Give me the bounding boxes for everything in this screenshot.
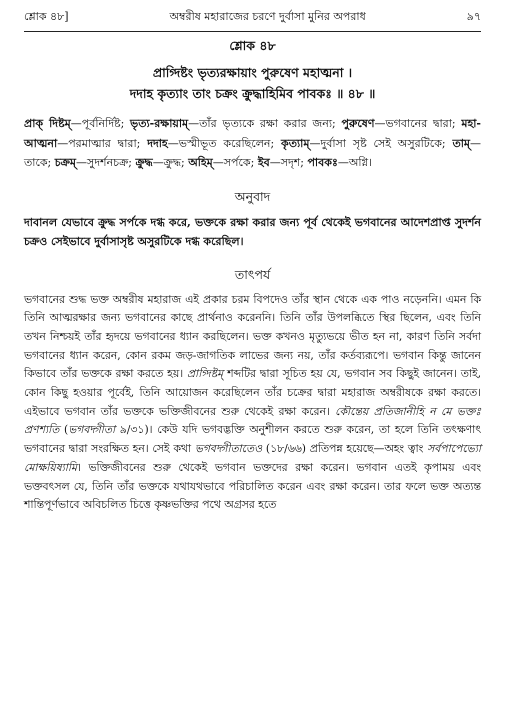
synonym-word: মহা-আত্মনা — [24, 117, 481, 150]
synonym-word: তাম্ — [452, 136, 471, 150]
synonym-meaning: —সুদর্শনচক্র; — [76, 156, 136, 169]
purport-segment: (১৮/৬৬) প্রতিপন্ন হয়েছে—অহং ত্বাং — [262, 442, 428, 456]
translation-heading: অনুবাদ — [234, 188, 271, 204]
synonym-word: ক্রুদ্ধ — [135, 156, 153, 169]
synonym-meaning: —তাকে; — [24, 136, 482, 169]
synonym-meaning: —সদৃশ; — [269, 156, 308, 169]
purport-heading: তাৎপর্য — [234, 266, 271, 282]
synonym-meaning: —পরমাত্মার দ্বারা; — [57, 136, 148, 150]
verse-line-2: দদাহ কৃত্যাং তাং চক্রং ক্রুদ্ধাহিমিব পাবকঃ ॥ ৪৮ ॥ — [129, 86, 376, 101]
synonym-word: চক্রম্ — [54, 156, 77, 169]
synonym-meaning: —তাঁর ভৃত্যকে রক্ষা করার জন্য; — [188, 117, 342, 130]
purport-text — [24, 291, 481, 515]
synonym-word: ইব — [257, 156, 270, 169]
synonym-word: কৃত্যাম্ — [281, 136, 310, 150]
synonym-meaning: —পূর্বনির্দিষ্ট; — [70, 117, 131, 130]
synonym-word: অহিম্ — [188, 156, 213, 169]
synonym-word: ভৃত্য-রক্ষায়াম্ — [130, 117, 189, 130]
purport-italic: ভগবদ্গীতা — [68, 423, 116, 437]
header-chapter-title: অম্বরীষ মহারাজের চরণে দুর্বাসা মুনির অপরাধ — [169, 10, 366, 23]
purport-italic: প্রাগ্দিষ্টম্ — [187, 367, 224, 381]
synonym-word: প্রাক্ দিষ্টম্ — [24, 117, 71, 130]
synonym-word: দদাহ — [147, 136, 168, 150]
verse-title: শ্লোক ৪৮ — [229, 38, 276, 53]
purport-italic: ভগবদ্গীতাতেও — [194, 442, 263, 456]
header-verse-ref: শ্লোক ৪৮] — [24, 10, 69, 23]
synonym-meaning: —ভগবানের দ্বারা; — [374, 117, 462, 130]
synonym-word: পাবকঃ — [307, 156, 338, 169]
purport-segment: শব্দটির দ্বারা সূচিত হয় যে, ভগবান সব কিছুই জানেন। তাই, কোন কিছু হওয়ার পূর্বেই, তিনি আয়োজন করেছিলেন তাঁর চক্রের দ্বারা মহারাজ অম্বরীষকে রক্ষা করতে। এইভাবে ভগবান তাঁর ভক্তকে ভক্তিজীবনের শুরু থেকেই রক্ষা করেন। — [24, 367, 482, 418]
synonym-meaning: —সর্পকে; — [212, 156, 258, 169]
purport-segment: । ভক্তিজীবনের শুরু থেকেই ভগবান ভক্তদের রক্ষা করেন। ভগবান এতই কৃপাময় এবং ভক্তবৎসল যে, তিনি তাঁর ভক্তকে যথাযথভাবে পরিচালিত করেন এবং রক্ষা করেন। তার ফলে ভক্ত অত্যন্ত শান্তিপূর্ণভাবে অবিচলিত চিত্তে কৃষ্ণভক্তির পথে অগ্রসর হতে — [24, 460, 481, 512]
running-header — [24, 6, 481, 27]
synonym-meaning: —ভস্মীভূত করেছিলেন; — [167, 136, 282, 150]
synonym-meaning: —ক্রুদ্ধ; — [152, 156, 189, 169]
synonyms-paragraph — [24, 114, 481, 173]
purport-italic: কৌন্তেয় প্রতিজানীহি ন মে ভক্তঃ প্রণশ্যতি — [24, 404, 481, 437]
translation-text: দাবানল যেভাবে ক্রুদ্ধ সর্পকে দগ্ধ করে, ভক্তকে রক্ষা করার জন্য পূর্ব থেকেই ভগবানের আদেশপ্রাপ্ত সুদর্শন চক্রও সেইভাবে দুর্বাসাসৃষ্ট অসুরটিকে দগ্ধ করেছিল। — [24, 215, 481, 248]
header-rule — [24, 31, 481, 32]
purport-segment: ( — [59, 423, 69, 437]
synonym-word: পুরুষেণ — [341, 117, 375, 130]
page-number: ৯৭ — [466, 10, 481, 23]
synonym-meaning: —অগ্নি। — [337, 156, 373, 169]
synonym-meaning: —দুর্বাসা সৃষ্ট সেই অসুরটিকে; — [309, 136, 453, 150]
verse-line-1: প্রাগ্দিষ্টং ভৃত্যরক্ষায়াং পুরুষেণ মহাত্মনা । — [152, 65, 353, 80]
purport-segment: ভগবানের শুদ্ধ ভক্ত অম্বরীষ মহারাজ এই প্রকার চরম বিপদেও তাঁর স্থান থেকে এক পাও নড়েননি। এমন কি তিনি আত্মরক্ষার জন্য ভগবানের কাছে প্রার্থনাও করেননি। তিনি তাঁর উপলব্ধিতে স্থির ছিলেন, এবং তিনি তখন নিশ্চয়ই তাঁর হৃদয়ে ভগবানের ধ্যান করছিলেন। ভক্ত কখনও মৃত্যুভয়ে ভীত হন না, কারণ তিনি সর্বদা ভগবানের ধ্যান করেন, কোন রকম জড়-জাগতিক লাভের জন্য নয়, তাঁর কর্তব্যরূপে। ভগবান কিন্তু জানেন কিভাবে তাঁর ভক্তকে রক্ষা করতে হয়। — [24, 292, 481, 381]
purport-segment: ৯/৩১)। কেউ যদি ভগবদ্ভক্তি অনুশীলন করতে শুরু করেন, তা হলে তিনি তৎক্ষণাৎ ভগবানের দ্বারা সংরক্ষিত হন। সেই কথা — [24, 423, 481, 456]
purport-italic: সর্বপাপেভ্যো মোক্ষয়িষ্যামি — [24, 442, 481, 474]
